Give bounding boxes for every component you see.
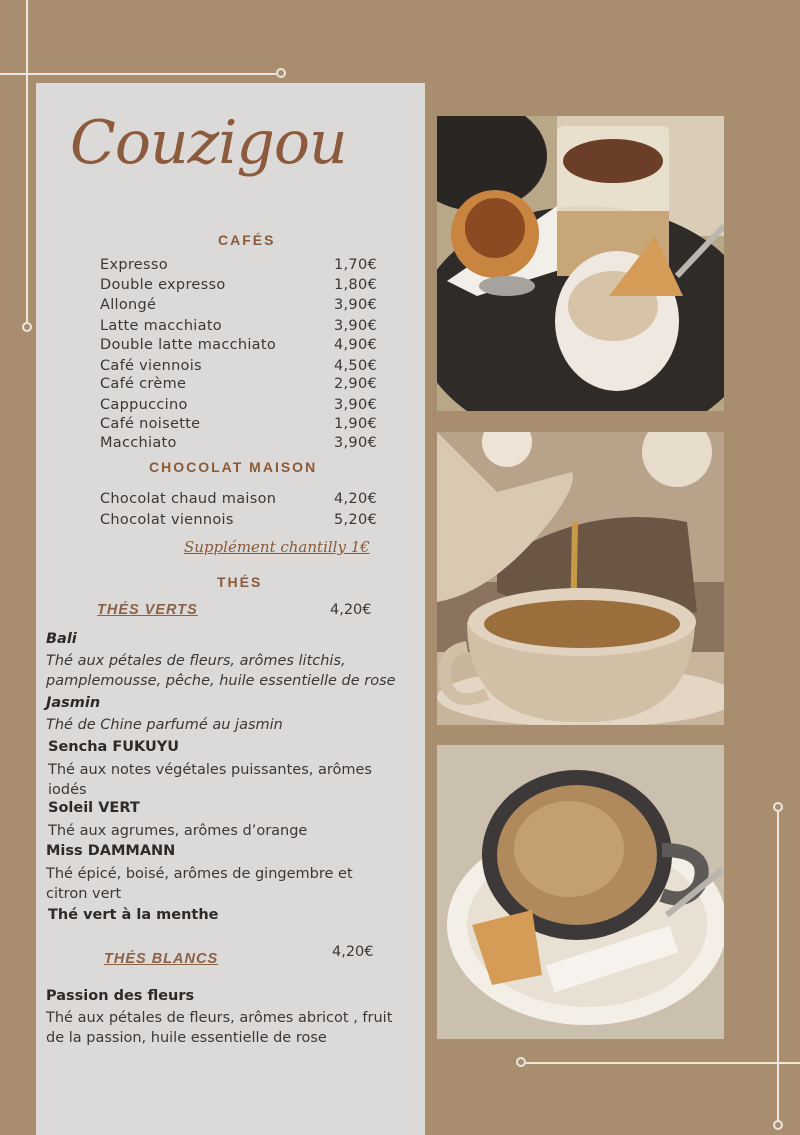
menu-item-name: Chocolat viennois	[100, 512, 234, 528]
decor-dot	[773, 802, 783, 812]
menu-item-price: 3,90€	[333, 435, 377, 451]
menu-item-name: Café noisette	[100, 416, 201, 432]
tea-name: Passion des fleurs	[46, 988, 195, 1004]
thes-blancs-price: 4,20€	[332, 944, 374, 960]
tea-description: Thé aux pétales de fleurs, arômes litchis, pamplemousse, pêche, huile essentielle de rose	[46, 653, 396, 689]
tea-name: Bali	[46, 631, 77, 647]
menu-item-name: Café crème	[100, 376, 187, 392]
menu-item	[100, 512, 377, 532]
photo-latte-macchiato	[437, 116, 724, 411]
tea-name: Jasmin	[46, 695, 101, 711]
menu-item	[100, 435, 377, 455]
decor-line-left	[26, 0, 28, 322]
supplement-note: Supplément chantilly 1€	[184, 538, 370, 556]
photo-tea-pouring	[437, 432, 724, 725]
menu-item-name: Expresso	[100, 257, 168, 273]
subsection-thes-blancs: THÉS BLANCS	[104, 951, 219, 967]
menu-item	[100, 337, 377, 357]
menu-item-price: 3,90€	[333, 297, 377, 313]
menu-item-name: Double latte macchiato	[100, 337, 277, 353]
menu-item-price: 4,20€	[333, 491, 377, 507]
menu-item-price: 5,20€	[333, 512, 377, 528]
menu-item-price: 3,90€	[333, 397, 377, 413]
menu-item-name: Allongé	[100, 297, 157, 313]
menu-item-price: 4,90€	[333, 337, 377, 353]
decor-line-top	[0, 73, 276, 75]
thes-verts-price: 4,20€	[330, 602, 372, 618]
menu-item-price: 1,70€	[333, 257, 377, 273]
menu-item-price: 1,80€	[333, 277, 377, 293]
tea-name: Soleil VERT	[48, 800, 140, 816]
menu-item	[100, 318, 377, 338]
menu-item	[100, 376, 377, 396]
section-title-chocolat: CHOCOLAT MAISON	[149, 459, 318, 475]
menu-item-name: Latte macchiato	[100, 318, 222, 334]
menu-item-name: Café viennois	[100, 358, 202, 374]
tea-description: Thé aux agrumes, arômes d’orange	[48, 823, 308, 839]
decor-dot	[773, 1120, 783, 1130]
tea-description: Thé aux pétales de fleurs, arômes abricot , fruit de la passion, huile essentielle de rose	[46, 1010, 393, 1046]
decor-line-right	[777, 812, 779, 1122]
menu-item-name: Macchiato	[100, 435, 177, 451]
menu-item-price: 2,90€	[333, 376, 377, 392]
menu-item-name: Cappuccino	[100, 397, 188, 413]
subsection-thes-verts: THÉS VERTS	[97, 602, 198, 618]
decor-dot	[22, 322, 32, 332]
section-title-thes: THÉS	[217, 574, 263, 590]
photo-espresso-cup	[437, 745, 724, 1039]
decor-line-bottom	[526, 1062, 800, 1064]
tea-description: Thé épicé, boisé, arômes de gingembre et citron vert	[46, 866, 353, 902]
menu-item-price: 1,90€	[333, 416, 377, 432]
menu-item	[100, 397, 377, 417]
tea-name: Thé vert à la menthe	[48, 907, 219, 923]
menu-item	[100, 416, 377, 436]
tea-description: Thé de Chine parfumé au jasmin	[46, 717, 283, 733]
menu-item	[100, 297, 377, 317]
menu-item	[100, 277, 377, 297]
tea-description: Thé aux notes végétales puissantes, arômes iodés	[48, 762, 372, 798]
section-title-cafes: CAFÉS	[218, 232, 276, 248]
tea-name: Miss DAMMANN	[46, 843, 176, 859]
brand-logo: Couzigou	[70, 108, 347, 178]
menu-item-price: 3,90€	[333, 318, 377, 334]
menu-item	[100, 491, 377, 511]
decor-dot	[516, 1057, 526, 1067]
menu-item-name: Double expresso	[100, 277, 226, 293]
tea-name: Sencha FUKUYU	[48, 739, 180, 755]
menu-item-price: 4,50€	[333, 358, 377, 374]
menu-item	[100, 358, 377, 378]
menu-item-name: Chocolat chaud maison	[100, 491, 277, 507]
decor-dot	[276, 68, 286, 78]
menu-item	[100, 257, 377, 277]
